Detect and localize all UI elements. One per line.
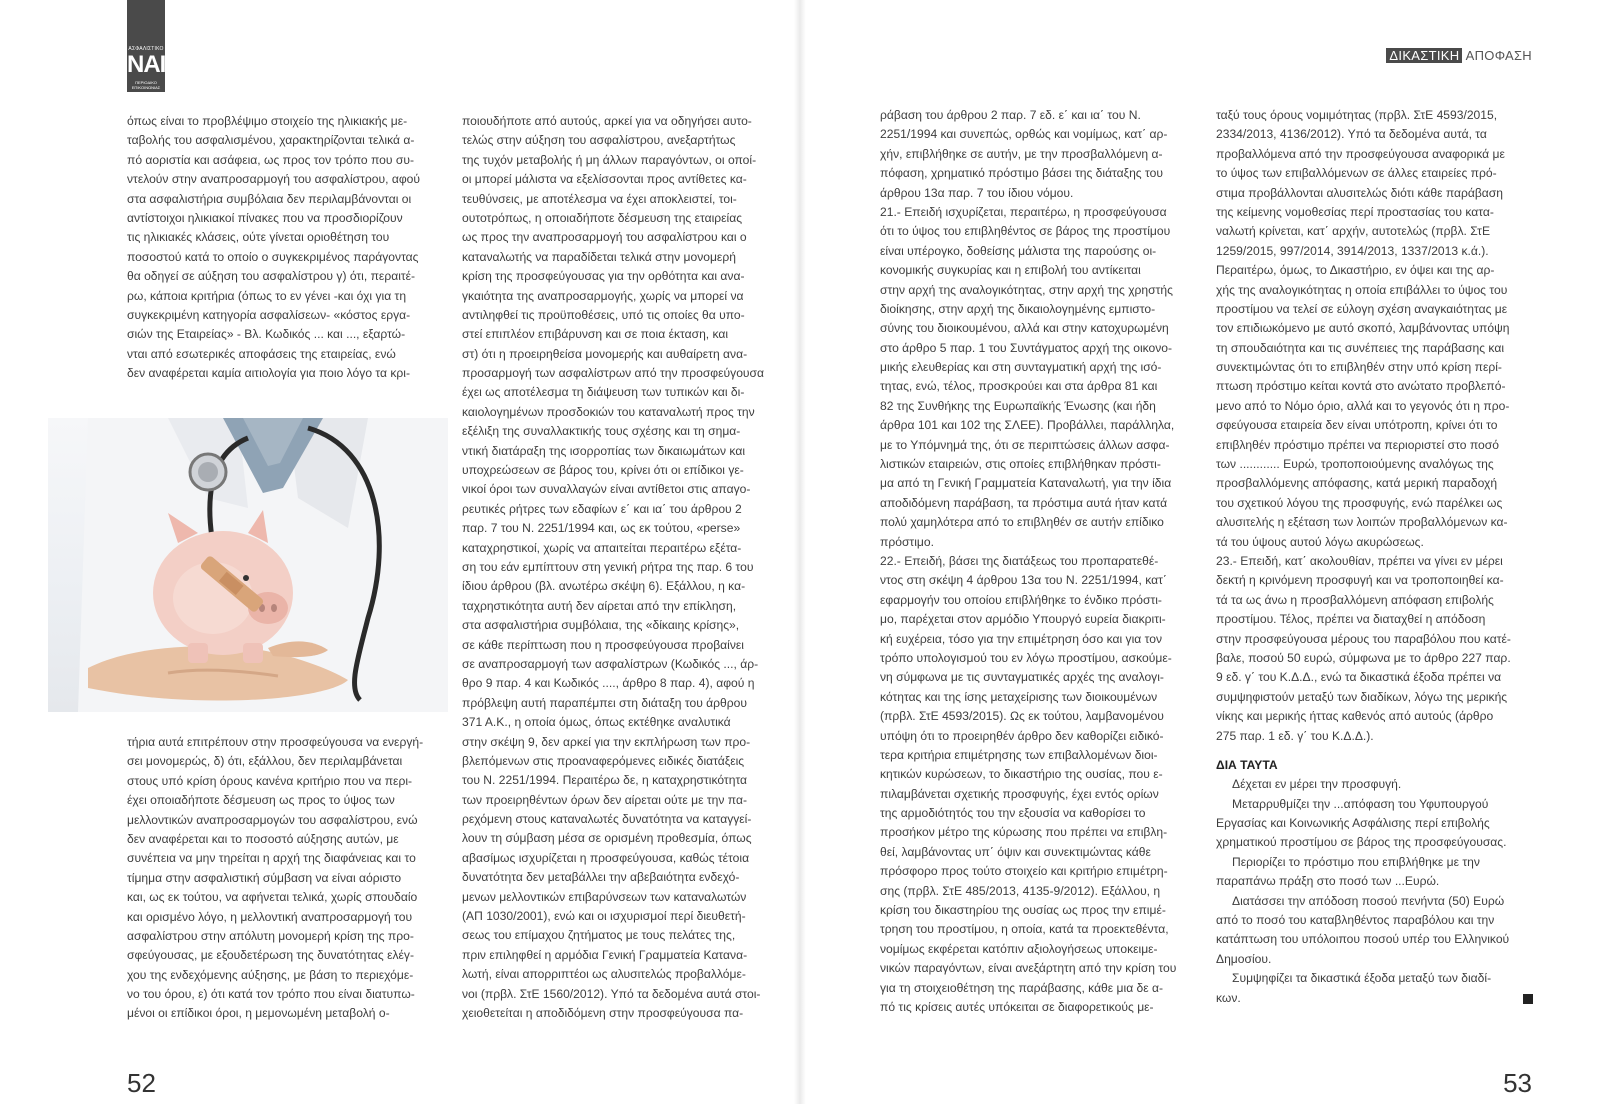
text-line: παρ. 7 του Ν. 2251/1994 και, ως εκ τούτου, «perse» <box>462 521 741 536</box>
text-line: 23.- Επειδή, κατ΄ ακολουθίαν, πρέπει να γίνει εν μέρει <box>1216 553 1503 568</box>
text-line: δεκτή η κρινόμενη προσφυγή και να τροποποιηθεί κα- <box>1216 573 1504 588</box>
text-line: μα από τη Γενική Γραμματεία Καταναλωτή, για την ίδια <box>880 476 1172 491</box>
text-line: προσβαλλόμενης απόφασης, κατά μερική παραδοχή <box>1216 476 1498 491</box>
text-line: ίδιου άρθρου (βλ. ανωτέρω σκέψη 6). Εξάλλου, η κα- <box>462 579 746 594</box>
text-line <box>1216 969 1533 988</box>
text-line: ότι το ύψος του επιβληθέντος σε βάρος της προστίμου <box>880 224 1171 239</box>
text-line: ασφαλίστρου στην απόλυτη μονομερή κρίση της προ- <box>127 928 414 943</box>
text-line: υποχρεώσεων σε βάρος του, κρίνει ότι οι επίδικοι γε- <box>462 463 744 478</box>
column-4 <box>1216 106 1533 1008</box>
text-line: διοίκησης, στην αρχή της δικαιολογημένης εμπιστο- <box>880 301 1156 316</box>
text-line: ποιουδήποτε από αυτούς, αρκεί για να οδηγήσει αυτο- <box>462 114 752 128</box>
text-line: δεν αναφέρεται καμία αιτιολογία για ποιο λόγο τα κρι- <box>127 366 410 381</box>
text-line <box>1216 911 1533 930</box>
text-line: κρίση του δικαστηρίου της ουσίας ως προς την επιμέ- <box>880 903 1166 918</box>
text-line: ράβαση του άρθρου 2 παρ. 7 εδ. ε΄ και ια΄ του Ν. <box>880 108 1141 122</box>
text-line: ντελούν στην αναπροσαρμογή του ασφαλίστρου, αφού <box>127 172 421 187</box>
text-line: σύνης του διοικουμένου, αλλά και στην κατοχυρωμένη <box>880 321 1169 336</box>
text-line: εφαρμογήν του οποίου επιβλήθηκε το ένδικο πρόστι- <box>880 592 1162 607</box>
text-line: σε κάθε περίπτωση που η προσφεύγουσα προβαίνει <box>462 637 744 652</box>
text-line: κονομικής συγκυρίας και η επιβολή του αντίκειται <box>880 263 1141 278</box>
text-line: για τη στοιχειοθέτηση της παράβασης, κάθε μια δε α- <box>880 980 1164 995</box>
text-line-content: Δημοσίου. <box>1216 951 1272 966</box>
text-line <box>1216 872 1533 891</box>
text-line: νικοί όροι των συναλλαγών είναι αντίθετοι στις απαγο- <box>462 482 751 497</box>
text-line: τήρια αυτά επιτρέπουν στην προσφεύγουσα να ενεργή- <box>127 735 424 749</box>
piggy-bank-stethoscope-image <box>48 418 448 712</box>
text-line: μικής ελευθερίας και στη συνταγματική αρχή της ισό- <box>880 360 1162 375</box>
page-spine <box>794 0 806 1104</box>
text-line-content: χρηματικού προστίμου σε βάρος της προσφεύγουσας. <box>1216 835 1507 850</box>
text-line: προσήκον μέτρο της κύρωσης που πρέπει να επιβλη- <box>880 825 1168 840</box>
page-number-right: 53 <box>1503 1068 1532 1098</box>
text-line: της κείμενης νομοθεσίας περί προστασίας του κατα- <box>1216 204 1494 219</box>
column-1-bottom <box>127 733 423 1024</box>
text-line: το ύψος των επιβαλλόμενων σε άλλες εταιρείες πρό- <box>1216 166 1497 181</box>
text-line: χου της ενδεχόμενης αύξησης, με βάση το περιεχόμε- <box>127 967 414 982</box>
text-line: όπως είναι το προβλέψιμο στοιχείο της ηλικιακής με- <box>127 114 408 128</box>
text-line: πριν επιληφθεί η αρμόδια Γενική Γραμματεία Κατανα- <box>462 947 748 962</box>
text-line: τις ηλικιακές κλάσεις, ούτε γίνεται οριοθέτηση του <box>127 230 390 245</box>
section-heading: ΔΙΑ ΤΑΥΤΑ <box>1216 757 1278 772</box>
text-line: άρθρα 101 και 102 της ΣΛΕΕ). Προβάλλει, παράλληλα, <box>880 418 1175 433</box>
text-line: χήν, επιβλήθηκε σε αυτήν, με την προσβαλλόμενη α- <box>880 146 1163 161</box>
text-line: προσαρμογή των ασφαλίστρων από την προσφεύγουσα <box>462 366 764 381</box>
text-line: ταξύ τους όρους νομιμότητας (πρβλ. ΣτΕ 4593/2015, <box>1216 108 1498 122</box>
logo-main-text: ΝΑΙ <box>127 51 166 78</box>
text-line: σει μονομερώς, δ) ότι, εξάλλου, δεν περιλαμβάνεται <box>127 754 403 769</box>
text-line: αβασίμως ισχυρίζεται η προσφεύγουσα, καθώς τέτοια <box>462 850 750 865</box>
text-line: αποδιδόμενη παράβαση, τα πρόστιμα αυτά ήταν κατά <box>880 495 1168 510</box>
text-line: σιών της Εταιρείας» - Βλ. Κωδικός ... και ..., εξαρτώ- <box>127 327 406 342</box>
text-line: τευθύνσεις, με αποτέλεσμα να έχει αποκλειστεί, τοι- <box>462 191 737 206</box>
text-line: οι μπορεί μάλιστα να εξελίσσονται προς αντίθετες κα- <box>462 172 747 187</box>
text-line: στους υπό κρίση όρους κανένα κριτήριο που να περι- <box>127 773 413 788</box>
text-line: 1259/2015, 997/2014, 3914/2013, 1337/2013 κ.ά.). <box>1216 243 1489 258</box>
text-line: κή ευχέρεια, τόσο για την επιμέτρηση όσο και για τον <box>880 631 1162 646</box>
text-line: και ορισμένο λόγο, η μελλοντική αναπροσαρμογή του <box>127 909 413 924</box>
text-line-content: Δέχεται εν μέρει την προσφυγή. <box>1232 777 1402 792</box>
text-line: 22.- Επειδή, βάσει της διατάξεως του προπαρατεθέ- <box>880 553 1159 568</box>
text-line <box>1216 833 1533 852</box>
text-line: ρευτικές ρήτρες των εδαφίων ε΄ και ια΄ του άρθρου 2 <box>462 501 742 516</box>
text-line-content: κατάπτωση του υπόλοιπου ποσού υπέρ του Ελληνικού <box>1216 932 1510 947</box>
text-line: πόφαση, χρηματικό πρόστιμο βάσει της διάταξης του <box>880 166 1163 181</box>
text-line: τητας, ενώ, τέλος, προσκρούει και στα άρθρα 81 και <box>880 379 1158 394</box>
text-line: αντίστοιχοι ηλικιακοί πίνακες που να προσδιορίζουν <box>127 210 403 225</box>
text-line: αντιληφθεί τις προϋποθέσεις, υπό τις οποίες θα υπο- <box>462 307 745 322</box>
text-line: και, ως εκ τούτου, να αφήνεται τελικά, χωρίς σπουδαίο <box>127 890 418 905</box>
text-line: στεί επιπλέον επιβάρυνση και σε ποια έκταση, και <box>462 327 729 342</box>
text-line: 21.- Επειδή ισχυρίζεται, περαιτέρω, η προσφεύγουσα <box>880 204 1167 219</box>
text-line: λουν τη σύμβαση μέσα σε ορισμένη προθεσμία, όπως <box>462 831 752 846</box>
text-line: 9 εδ. γ΄ του Κ.Δ.Δ., ενώ τα δικαστικά έξοδα πρέπει να <box>1216 670 1502 685</box>
text-line-content: Μεταρρυθμίζει την ...απόφαση του Υφυπουργού <box>1232 796 1489 811</box>
text-line: βλεπόμενων στις προαναφερόμενες ειδικές διατάξεις <box>462 753 745 768</box>
text-line: τελώς στην αύξηση του ασφαλίστρου, ανεξαρτήτως <box>462 133 736 148</box>
text-line: τη σπουδαιότητα και τις συνέπειες της παράβασης και <box>1216 340 1505 355</box>
text-line: τά τα ως άνω η προσβαλλόμενη απόφαση επιβολής <box>1216 592 1494 607</box>
text-line: άρθρου 13α παρ. 7 του ίδιου νόμου. <box>880 185 1074 200</box>
text-line: στ) ότι η προειρηθείσα μονομερής και αυθαίρετη ανα- <box>462 346 748 361</box>
text-line: νη σύμφωνα με τις συνταγματικές αρχές της αναλογι- <box>880 670 1164 685</box>
text-line: στιμα προβάλλονται αλυσιτελώς διότι κάθε παράβαση <box>1216 185 1503 200</box>
text-line: θα οδηγεί σε αύξηση του ασφαλίστρου γ) ότι, περαιτέ- <box>127 269 416 284</box>
text-line: αλυσιτελής η εξέταση των λοιπών προβαλλόμενων κα- <box>1216 515 1508 530</box>
text-line: ουτοτρόπως, η οποιαδήποτε δέσμευση της εταιρείας <box>462 210 743 225</box>
text-line: δυνατότητα δεν μεταβάλλει την αβεβαιότητα ενδεχό- <box>462 870 740 885</box>
text-line <box>1216 989 1533 1008</box>
text-line: ταχρηστικότητα αυτή δεν αίρεται από την επίκληση, <box>462 598 737 613</box>
text-line: Περαιτέρω, όμως, το Δικαστήριο, εν όψει και της αρ- <box>1216 263 1495 278</box>
text-line: προστίμου να τελεί σε εύλογη σχέση αναγκαιότητας με <box>1216 301 1508 316</box>
text-line: τον επιδιωκόμενο με αυτό σκοπό, λαμβάνοντας υπόψη <box>1216 321 1510 336</box>
text-line: (πρβλ. ΣτΕ 4593/2015). Ως εκ τούτου, λαμβανομένου <box>880 709 1164 724</box>
text-line: 2334/2013, 4136/2012). Υπό τα δεδομένα αυτά, τα <box>1216 127 1487 142</box>
text-line: δεν αναφέρεται και το ποσοστό αύξησης αυτών, με <box>127 831 399 846</box>
text-line: (ΑΠ 1030/2001), ενώ και οι ισχυρισμοί περί διευθετή- <box>462 909 746 924</box>
text-line: πό αοριστία και ασάφεια, ως προς τον τρόπο που συ- <box>127 152 414 167</box>
text-line: χής της αναλογικότητας η οποία επιβάλλει το ύψος του <box>1216 282 1508 297</box>
text-line: στα ασφαλιστήρια συμβόλαια δεν περιλαμβάνονται οι <box>127 191 412 206</box>
text-line: 275 παρ. 1 εδ. γ΄ του Κ.Δ.Δ.). <box>1216 728 1374 743</box>
text-line: στην αρχή της αναλογικότητας, στην αρχή της χρηστής <box>880 282 1173 297</box>
text-line: τερα κριτήρια επιμέτρησης των επιβαλλομένων διοι- <box>880 747 1158 762</box>
text-line: ση του εάν εμπίπτουν στη γενική ρήτρα της παρ. 6 του <box>462 559 754 574</box>
text-line: πτωση πρόστιμο κείται κοντά στο ανώτατο προβλεπό- <box>1216 379 1506 394</box>
column-2 <box>462 112 764 1023</box>
text-line-content: κων. <box>1216 990 1241 1005</box>
text-line: 82 της Συνθήκης της Ευρωπαϊκής Ένωσης (και ήδη <box>880 398 1156 413</box>
text-line <box>1216 892 1533 911</box>
text-line: συνεκτιμώντας ότι το επιβληθέν στην υπό κρίση περί- <box>1216 360 1502 375</box>
logo-bottom-text: ΠΕΡΙΟΔΙΚΟ ΕΠΙΚΟΙΝΩΝΙΑΣ <box>131 80 161 90</box>
text-line: πό τις κρίσεις αυτές υπόκειται σε διαφορετικούς με- <box>880 999 1154 1014</box>
text-line: ποσοστού κατά το οποίο ο συγκεκριμένος παράγοντας <box>127 249 419 264</box>
text-line: σης (πρβλ. ΣτΕ 485/2013, 4135-9/2012). Εξάλλου, η <box>880 883 1161 898</box>
text-line: έχει οποιαδήποτε δέσμευση ως προς το ύψος των <box>127 793 395 808</box>
column-3 <box>880 106 1176 1017</box>
text-line: εξέλιξη της συναλλακτικής τους σχέσης και τη σημα- <box>462 424 741 439</box>
text-line: ταβολής του ασφαλισμένου, χαρακτηρίζονται τελικά α- <box>127 133 415 148</box>
text-line: γκαιότητα της αναπροσαρμογής, χωρίς να μπορεί να <box>462 288 744 303</box>
text-line-content: Συμψηφίζει τα δικαστικά έξοδα μεταξύ των διαδί- <box>1232 971 1492 986</box>
text-line: με το Υπόμνημά της, ότι σε περιπτώσεις άλλων ασφα- <box>880 437 1170 452</box>
text-line: έχει ως αποτέλεσμα τη διάψευση των τυπικών και δι- <box>462 385 745 400</box>
text-line: συμψηφιστούν μεταξύ των διαδίκων, λόγω της μερικής <box>1216 689 1508 704</box>
text-line: ντική διατάραξη της ισορροπίας των δικαιωμάτων και <box>462 443 746 458</box>
text-line-content: από το ποσό του καταβληθέντος παραβόλου και την <box>1216 913 1495 928</box>
text-line: καταχρηστικοί, χωρίς να απαιτείται περαιτέρω εξέτα- <box>462 540 742 555</box>
text-line: λωτή, είναι απορριπτέοι ως αλυσιτελώς προβαλλόμε- <box>462 967 746 982</box>
text-line: στο άρθρο 5 παρ. 1 του Συντάγματος αρχή της οικονο- <box>880 340 1173 355</box>
text-line: πρόβλεψη αυτή παραπέμπει στη διάταξη του άρθρου <box>462 695 748 710</box>
text-line: τρόπο υπολογισμού του εν λόγω προστίμου, ασκούμε- <box>880 650 1172 665</box>
text-line <box>1216 795 1533 814</box>
text-line: πολύ χαμηλότερα από το επιβληθέν σε αυτήν επίδικο <box>880 515 1164 530</box>
section-tag <box>1386 48 1532 63</box>
text-line <box>1216 775 1533 794</box>
text-line: 2251/1994 και συνεπώς, ορθώς και νομίμως, κατ΄ αρ- <box>880 127 1168 142</box>
text-line <box>1216 950 1533 969</box>
text-line: μο, παρέχεται στον αρμόδιο Υπουργό ευρεία διακριτι- <box>880 612 1166 627</box>
text-line: μελλοντικών αναπροσαρμογών του ασφαλίστρου, ενώ <box>127 812 418 827</box>
text-line: καταναλωτής να παραδίδεται τελικά στην μονομερή <box>462 249 736 264</box>
text-line: θεί, λαμβάνοντας υπ΄ όψιν και συνεκτιμώντας κάθε <box>880 844 1151 859</box>
text-line: νοι (πρβλ. ΣτΕ 1560/2012). Υπό τα δεδομένα αυτά στοι- <box>462 986 761 1001</box>
text-line: νίκης και μερικής ήττας καθενός από αυτούς (άρθρο <box>1216 709 1494 724</box>
text-line: μενων μελλοντικών επιβαρύνσεων των καταναλωτών <box>462 889 747 904</box>
text-line: σφεύγουσας, με εξουδετέρωση της δυνατότητας ελέγ- <box>127 948 415 963</box>
text-line: νομίμως εκφέρεται κατόπιν αξιολογήσεως υποκειμε- <box>880 941 1158 956</box>
text-line: πιλαμβάνεται σχετικής προσφυγής, έχει εντός ορίων <box>880 786 1159 801</box>
text-line: συνέπεια να μην τηρείται η αρχή της διαφάνειας και το <box>127 851 416 866</box>
text-line: ναλωτή κρίνεται, κατ΄ αρχήν, αυτοτελώς (πρβλ. ΣτΕ <box>1216 224 1491 239</box>
end-of-article-square-icon <box>1523 994 1533 1004</box>
text-line: τρηση του προστίμου, η οποία, κατά τα προεκτεθέντα, <box>880 922 1169 937</box>
text-line: κητικών κυρώσεων, το δικαστήριο της ουσίας, που ε- <box>880 767 1163 782</box>
text-line <box>1216 814 1533 833</box>
page-number-left: 52 <box>127 1068 156 1098</box>
text-line: κότητας και της ίσης μεταχείρισης των διοικουμένων <box>880 689 1158 704</box>
text-line: ντος στη σκέψη 4 άρθρου 13α του Ν. 2251/1994, κατ΄ <box>880 573 1167 588</box>
text-line: σε αναπροσαρμογή των ασφαλίστρων (Κωδικός ..., άρ- <box>462 656 759 671</box>
text-line: προβαλλόμενα από την προσφεύγουσα αναφορικά με <box>1216 146 1505 161</box>
section-tag-highlight: ΔΙΚΑΣΤΙΚΗ <box>1386 48 1462 63</box>
text-line: νικών παραγόντων, είναι ανεξάρτητη από την κρίση του <box>880 961 1177 976</box>
text-line: είναι υπέρογκο, δοθείσης μάλιστα της παρούσης οι- <box>880 243 1157 258</box>
text-line: στην σκέψη 9, δεν αρκεί για την εκπλήρωση των προ- <box>462 734 751 749</box>
text-line: ως προς την αναπροσαρμογή του ασφαλίστρου και ο <box>462 230 747 245</box>
text-line: του Ν. 2251/1994. Περαιτέρω δε, η καταχρηστικότητα <box>462 773 748 788</box>
logo-top-text: ΑΣΦΑΛΙΣΤΙΚΟ <box>128 46 164 52</box>
magazine-logo <box>127 0 165 92</box>
text-line: πρόστιμο. <box>880 534 934 549</box>
text-line: προστίμου. Τέλος, πρέπει να διαταχθεί η απόδοση <box>1216 612 1486 627</box>
column-1-top <box>127 112 420 383</box>
text-line: τίμημα στην ασφαλιστική σύμβαση να είναι αόριστο <box>127 870 402 885</box>
section-tag-rest: ΑΠΟΦΑΣΗ <box>1465 48 1532 63</box>
text-line: 371 Α.Κ., η οποία όμως, όπως εκτέθηκε αναλυτικά <box>462 715 731 730</box>
text-line <box>1216 853 1533 872</box>
text-line: συγκεκριμένη κατηγορία ασφαλίσεων- «κόστος εργα- <box>127 307 411 322</box>
text-line: θρο 9 παρ. 4 και Κωδικός ...., άρθρο 8 παρ. 4), αφού η <box>462 676 755 691</box>
text-line: μένοι οι επίδικοι όροι, η μεμονωμένη μεταβολή ο- <box>127 1006 390 1021</box>
text-line: ρεχόμενη στους καταναλωτές δυνατότητα να καταγγεί- <box>462 812 752 827</box>
text-line: της αρμοδιότητός του την εξουσία να καθορίσει το <box>880 806 1146 821</box>
text-line: της τυχόν μεταβολής ή μη άλλων παραγόντων, οι οποί- <box>462 152 757 167</box>
text-line: στα ασφαλιστήρια συμβόλαια, της «δίκαιης κρίσης», <box>462 618 740 633</box>
text-line: ρω, κάποια κριτήρια (όπως το εν γένει -και όχι για τη <box>127 288 407 303</box>
text-line: σεως του επίμαχου ζητήματος με τους πελάτες της, <box>462 928 736 943</box>
text-line <box>1216 930 1533 949</box>
text-line: στην προσφεύγουσα μέρους του παραβόλου που κατέ- <box>1216 631 1511 646</box>
text-line: του σχετικού λόγου της προσφυγής, ενώ παρέλκει ως <box>1216 495 1503 510</box>
text-line: μενο από το Νόμο όριο, αλλά και το γεγονός ότι η προ- <box>1216 398 1510 413</box>
text-line-content: παραπάνω πράξη στο ποσό των ...Ευρώ. <box>1216 874 1440 889</box>
text-line-content: Περιορίζει το πρόστιμο που επιβλήθηκε με την <box>1232 854 1480 869</box>
article-photo <box>48 418 448 712</box>
text-line: καιολογημένων προσδοκιών του καταναλωτή προς την <box>462 404 755 419</box>
text-line: λιστικών εταιρειών, στις οποίες επιβλήθηκαν πρόστι- <box>880 457 1161 472</box>
text-line-content: Εργασίας και Κοινωνικής Ασφάλισης περί επιβολής <box>1216 816 1490 831</box>
text-line: πρόσφορο προς τούτο στοιχείο και κριτήριο επιμέτρη- <box>880 864 1168 879</box>
text-line: των προειρηθέντων όρων δεν αίρεται ούτε με την πα- <box>462 792 747 807</box>
text-line: νο του όρου, ε) ότι κατά τον τρόπο που είναι διατυπω- <box>127 987 415 1002</box>
text-line: υπόψη ότι το προειρηθέν άρθρο δεν καθορίζει ειδικό- <box>880 728 1164 743</box>
text-line: των ............ Ευρώ, τροποποιούμενης αναλόγως της <box>1216 457 1494 472</box>
text-line: κρίση της προσφεύγουσας για την ορθότητα και ανα- <box>462 269 745 284</box>
text-line: τά του ύψους αυτού λόγω ακυρώσεως. <box>1216 534 1424 549</box>
text-line: νται από εσωτερικές αποφάσεις της εταιρείας, ενώ <box>127 346 396 361</box>
text-line-content: Διατάσσει την απόδοση ποσού πενήντα (50) Ευρώ <box>1232 893 1505 908</box>
text-line: σφεύγουσα εταιρεία δεν είναι υπότροπη, κρίνει ότι το <box>1216 418 1498 433</box>
text-line: βαλε, ποσού 50 ευρώ, σύμφωνα με το άρθρο 227 παρ. <box>1216 650 1511 665</box>
text-line: χειοθετείται η αποδιδόμενη στην προσφεύγουσα πα- <box>462 1005 744 1020</box>
text-line: επιβληθέν πρόστιμο πρέπει να περιοριστεί στο ποσό <box>1216 437 1499 452</box>
